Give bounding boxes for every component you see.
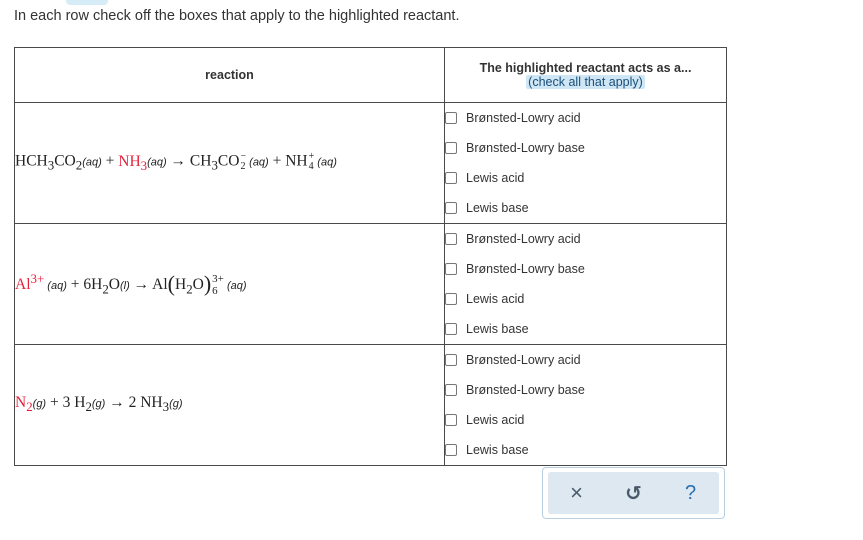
option-bronsted-acid[interactable] [445,103,726,133]
option-label: Lewis base [466,201,529,215]
table-row [15,103,727,224]
state-label: (aq) [44,279,67,292]
option-lewis-acid[interactable] [445,284,726,314]
option-label: Brønsted-Lowry acid [466,111,581,125]
options-cell-3 [445,345,727,466]
answer-toolbar [542,467,725,519]
open-paren: ( [167,270,175,296]
state-label: (aq) [147,156,167,169]
option-label: Brønsted-Lowry base [466,383,585,397]
option-lewis-base[interactable] [445,435,726,465]
charge: 3+ [212,273,224,286]
reaction-equation-3 [15,345,445,466]
subscript: 2 [186,280,193,296]
product-formula: Al [152,275,168,293]
product-formula-part: O [192,275,204,293]
reactant-formula-part: CO [54,152,76,170]
reaction-arrow: → [129,275,153,293]
undo-icon: ↺ [625,482,642,505]
option-lewis-base[interactable] [445,193,726,223]
option-label: Brønsted-Lowry base [466,262,585,276]
product-formula-part: H [174,275,187,293]
coefficient: 6 [83,275,92,293]
checkbox[interactable] [445,142,457,154]
checkbox[interactable] [445,414,457,426]
option-label: Lewis acid [466,292,525,306]
option-bronsted-base[interactable] [445,375,726,405]
checkbox[interactable] [445,172,457,184]
highlighted-formula: Al [15,275,31,293]
state-label: (aq) [82,156,102,169]
state-label: (l) [119,279,130,292]
checkbox[interactable] [445,444,457,456]
state-label: (aq) [246,156,269,169]
highlighted-formula: N [15,394,27,412]
reactant-formula: H [74,394,86,412]
option-bronsted-base[interactable] [445,133,726,163]
state-label: (g) [32,398,47,411]
charge: 3+ [30,270,45,286]
subscript: 2 [85,399,92,415]
subscript: 3 [211,157,218,173]
option-label: Brønsted-Lowry base [466,141,585,155]
plus-sign: + [66,275,84,293]
charge: − [240,151,247,163]
plus-sign: + [46,394,63,412]
option-lewis-acid[interactable] [445,163,726,193]
product-formula: NH [140,394,163,412]
clear-button[interactable] [562,478,592,508]
option-label: Lewis base [466,322,529,336]
option-lewis-acid[interactable] [445,405,726,435]
instruction-text: In each row check off the boxes that apply to the highlighted reactant. [14,8,460,24]
checkbox[interactable] [445,233,457,245]
product-formula: NH [285,152,308,170]
option-lewis-base[interactable] [445,314,726,344]
highlighted-reactant [118,152,148,173]
option-label: Lewis base [466,443,529,457]
option-bronsted-acid[interactable] [445,224,726,254]
close-paren: ) [203,270,212,296]
reactant-formula: HCH [15,152,48,170]
reaction-arrow: → [166,152,190,170]
subscript: 4 [308,161,314,173]
close-icon: × [570,480,583,505]
checkbox[interactable] [445,112,457,124]
options-cell-2 [445,224,727,345]
reaction-header: reaction [15,48,445,103]
plus-sign: + [268,152,286,170]
option-bronsted-base[interactable] [445,254,726,284]
option-label: Brønsted-Lowry acid [466,353,581,367]
state-label: (g) [169,398,183,411]
subscript: 2 [240,161,246,173]
subscript: 2 [102,280,109,296]
subscript: 2 [26,399,33,415]
checkbox[interactable] [445,202,457,214]
question-table [14,47,727,466]
checkbox[interactable] [445,354,457,366]
state-label: (aq) [314,156,337,169]
coefficient: 3 [62,394,71,412]
reaction-equation-2 [15,224,445,345]
options-cell-1 [445,103,727,224]
highlighted-reactant [15,394,33,415]
toolbar-inner [548,472,719,514]
subscript: 3 [47,157,55,173]
role-header [445,48,727,103]
option-label: Lewis acid [466,413,525,427]
reaction-equation-1 [15,103,445,224]
option-label: Lewis acid [466,171,525,185]
reactant-formula: H [91,275,103,293]
help-icon: ? [684,481,697,504]
highlighted-formula: NH [118,152,141,170]
header-row [15,48,727,103]
table-row [15,224,727,345]
option-bronsted-acid[interactable] [445,345,726,375]
product-formula: CH [189,152,212,170]
checkbox[interactable] [445,293,457,305]
coefficient: 2 [128,394,137,412]
highlighted-reactant [15,270,45,293]
subscript: 6 [212,285,218,298]
checkbox[interactable] [445,323,457,335]
checkbox[interactable] [445,384,457,396]
undo-button[interactable] [619,478,649,508]
subscript: 2 [75,157,83,173]
table-row [15,345,727,466]
charge: + [308,151,315,163]
top-tab-stub [66,0,108,5]
role-header-hint: (check all that apply) [528,75,643,89]
state-label: (g) [91,398,106,411]
subscript: 3 [140,157,148,173]
state-label: (aq) [223,279,247,292]
subscript: 3 [162,399,170,415]
product-formula-part: CO [217,152,240,170]
reactant-formula-part: O [108,275,120,293]
reaction-arrow: → [105,394,129,412]
plus-sign: + [101,152,119,170]
help-button[interactable] [676,478,706,508]
role-header-title: The highlighted reactant acts as a... [479,61,692,75]
checkbox[interactable] [445,263,457,275]
option-label: Brønsted-Lowry acid [466,232,581,246]
